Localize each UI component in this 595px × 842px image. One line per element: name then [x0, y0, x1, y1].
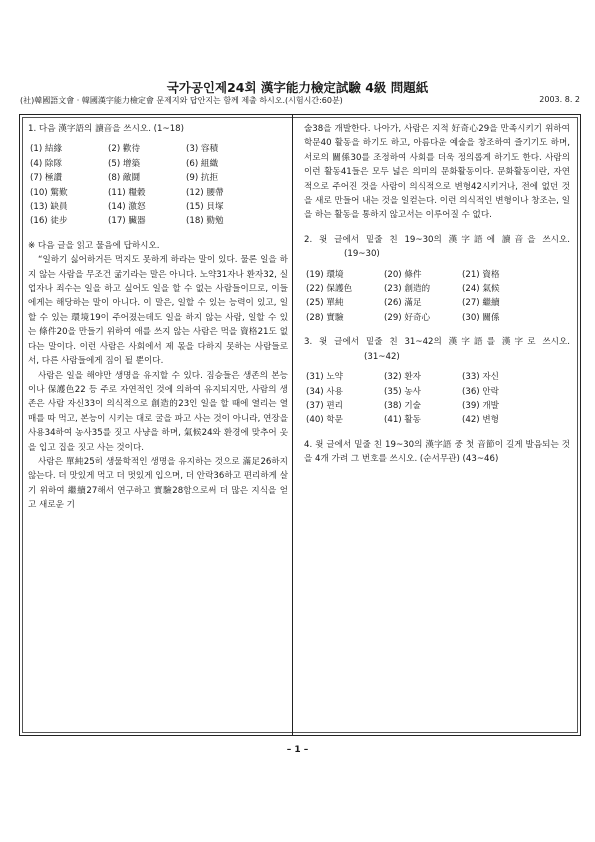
list-item: (13) 缺員 [30, 202, 68, 213]
page-number: – 1 – [286, 745, 309, 755]
list-item: (35) 농사 [384, 386, 421, 397]
list-item: (42) 변형 [462, 415, 499, 426]
list-item: (22) 保護色 [306, 284, 353, 295]
list-item: (18) 勤勉 [186, 216, 224, 227]
page-title: 국가공인제24회 漢字能力檢定試驗 4級 問題紙 [166, 80, 429, 95]
passage-paragraph-3: 사람은 單純25히 생물학적인 생명을 유지하는 것으로 滿足26하지 않는다. 더 맛있게 먹고 더 멋있게 입으며, 더 안락36하고 편리하게 살기 위하여 繼續27해서 연구하고 實驗28함으로써 더 많은 지식을 얻고 새로운 기 [28, 456, 288, 511]
question-1-items [30, 142, 288, 228]
list-item: (28) 實驗 [306, 312, 344, 323]
question-3-range: (31~42) [364, 351, 400, 362]
list-item: (10) 驚歎 [30, 187, 68, 198]
list-item: (11) 糧穀 [108, 187, 146, 198]
list-item: (19) 環境 [306, 269, 344, 280]
list-item: (41) 활동 [384, 415, 421, 426]
passage-continuation: 술38을 개발한다. 나아가, 사람은 지적 好奇心29을 만족시키기 위하여 학문40 활동을 하기도 하고, 아름다운 예술을 창조하여 즐기기도 하며, 서로의 關係30를 조정하여 사회를 더욱 정의롭게 하기도 한다. 사람의 이런 활동41들은 모두 넓은 의미의 문화활동이다. 문화활동이란, 자연적으로 주어진 것을 사람이 의식적으로 변형42시키거나, 전에 없던 것을 새로 만들어 내는 것을 일컫는다. 이런 의식적인 변형이나 창조는, 일을 하는 활동을 통하지 않고서는 이루어질 수 없다. [304, 124, 570, 221]
list-item: (3) 容積 [186, 144, 219, 155]
question-2-range: (19~30) [344, 249, 380, 260]
list-item: (37) 편리 [306, 400, 343, 411]
question-2-items [306, 268, 570, 326]
list-item: (21) 資格 [462, 269, 500, 280]
list-item: (34) 사용 [306, 386, 343, 397]
list-item: (32) 환자 [384, 372, 421, 383]
passage-paragraph-1: “일하기 싫어하거든 먹지도 못하게 하라는 말이 있다. 물론 일을 하지 않는 사람을 무조건 굶기라는 말은 아니다. 노약31자나 환자32, 실업자나 죄수는 일을 하고 싶어도 일을 할 수 없는 사람들이므로, 이들에게는 해당하는 말이 아니다. 이 말은, 일할 수 있는 능력이 있고, 일할 수 있는 環境19이 주어졌는데도 일을 하지 않는 사람, 일할 수 있는 條件20을 만들기 위하여 애를 쓰지 않는 사람은 먹을 資格21도 없다는 말이다. 이런 사람은 사회에서 제 몫을 다하지 못하는 사람들로서, 다른 사람들에게 짐이 될 뿐이다. [28, 255, 288, 367]
question-2: 2. 윗 글에서 밑줄 친 19~30의 漢字語에 讀音을 쓰시오. (19~30) [304, 234, 570, 260]
list-item: (27) 繼續 [462, 298, 500, 309]
list-item: (33) 자신 [462, 372, 499, 383]
list-item: (1) 結緣 [30, 144, 63, 155]
list-item: (25) 單純 [306, 298, 344, 309]
question-3: 3. 윗 글에서 밑줄 친 31~42의 漢字語를 漢字로 쓰시오. (31~42) [304, 337, 570, 362]
list-item: (20) 條件 [384, 269, 422, 280]
question-4: 4. 윗 글에서 밑줄 친 19~30의 漢字語 중 첫 音節이 길게 발음되는 것을 4개 가려 그 번호를 쓰시오. (순서무관) (43~46) [304, 439, 570, 465]
list-item: (9) 抗拒 [186, 173, 219, 184]
list-item: (16) 徒步 [30, 216, 68, 227]
exam-meta [20, 95, 580, 106]
question-1: 1. 다음 漢字語의 讀音을 쓰시오. (1~18) [28, 124, 184, 134]
list-item: (2) 歡待 [108, 144, 141, 155]
passage-paragraph-2: 사람은 일을 해야만 생명을 유지할 수 있다. 짐승들은 생존의 본능이나 保護色22 등 주로 자연적인 것에 의하여 유지되지만, 사람의 생존은 사람 자신33이 의식적으로 創造的23인 일을 할 때에 열리는 열매를 따 먹고, 본능이 시키는 대로 굴을 파고 사는 것이 아니라, 연장을 사용34하여 농사35를 짓고 사냥을 하며, 氣候24와 환경에 맞추어 옷을 입고 집을 짓고 사는 것이다. [28, 370, 288, 453]
list-item: (7) 極讚 [30, 173, 63, 184]
list-item: (24) 氣候 [462, 284, 500, 295]
list-item: (31) 노약 [306, 372, 343, 383]
list-item: (38) 기술 [384, 400, 421, 411]
list-item: (36) 안락 [462, 386, 499, 397]
list-item: (23) 創造的 [384, 284, 431, 295]
passage-instruction: ※ 다음 글을 읽고 물음에 답하시오. [28, 240, 160, 251]
column-divider [292, 114, 293, 736]
list-item: (39) 개발 [462, 400, 499, 411]
right-column [304, 122, 570, 467]
list-item: (17) 臟器 [108, 216, 146, 227]
list-item: (5) 增築 [108, 158, 141, 169]
list-item: (29) 好奇心 [384, 312, 431, 323]
list-item: (15) 貝塚 [186, 202, 224, 213]
list-item: (8) 敵鬪 [108, 173, 141, 184]
list-item: (30) 關係 [462, 312, 500, 323]
list-item: (4) 除隊 [30, 158, 63, 169]
list-item: (14) 激怒 [108, 202, 146, 213]
question-3-items [306, 370, 570, 428]
left-column [28, 122, 288, 513]
list-item: (6) 組織 [186, 158, 219, 169]
exam-date: 2003. 8. 2 [539, 95, 580, 104]
list-item: (40) 학문 [306, 415, 343, 426]
exam-instructions: (社)韓國語文會 · 韓國漢字能力檢定會 문제지와 답안지는 함께 제출 하시오.(시험시간:60분) [20, 96, 343, 105]
list-item: (12) 腰帶 [186, 187, 224, 198]
list-item: (26) 滿足 [384, 298, 422, 309]
